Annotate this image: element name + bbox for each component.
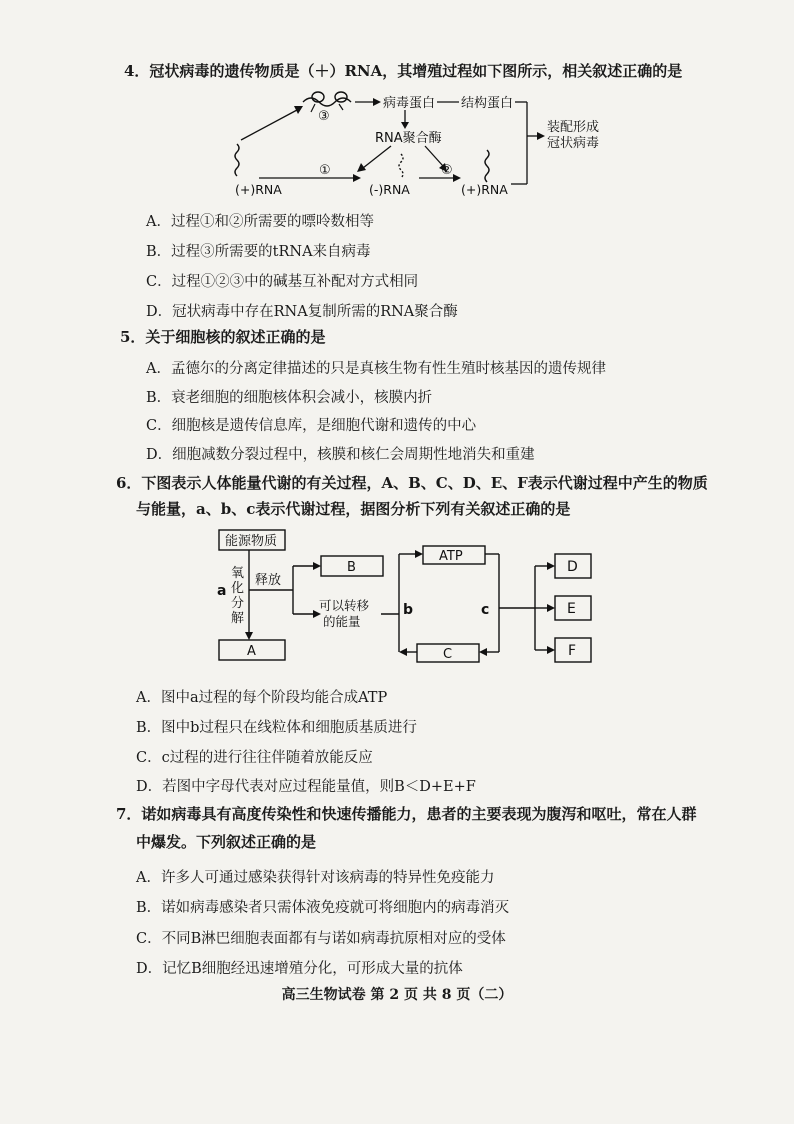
box-a-label: A	[247, 644, 256, 659]
question-4-option-a[interactable]: A．过程①和②所需要的嘌呤数相等	[146, 214, 374, 230]
question-4-stem: 4．冠状病毒的遗传物质是（＋）RNA，其增殖过程如下图所示，相关叙述正确的是	[124, 62, 683, 80]
question-4-option-d[interactable]: D．冠状病毒中存在RNA复制所需的RNA聚合酶	[146, 304, 458, 320]
step-3-label: ③	[318, 109, 330, 124]
box-f-label: F	[568, 643, 577, 659]
question-7-stem-line2: 中爆发。下列叙述正确的是	[136, 833, 317, 851]
question-6-option-d[interactable]: D．若图中字母代表对应过程能量值，则B＜D+E+F	[136, 779, 476, 795]
question-5-option-d[interactable]: D．细胞减数分裂过程中，核膜和核仁会周期性地消失和重建	[146, 447, 535, 463]
question-5-option-b[interactable]: B．衰老细胞的细胞核体积会减小，核膜内折	[146, 390, 433, 406]
minus-rna-squiggle	[399, 154, 403, 178]
viral-protein-label: 病毒蛋白	[383, 96, 436, 111]
oxidize-char-2: 化	[231, 581, 245, 596]
structural-protein-label: 结构蛋白	[461, 96, 514, 111]
energy-metabolism-diagram	[205, 524, 605, 674]
box-b-label: B	[347, 560, 356, 575]
assembly-label-line2: 冠状病毒	[547, 136, 600, 151]
box-c-label: C	[443, 647, 453, 662]
box-d-label: D	[567, 559, 578, 575]
question-7-option-c[interactable]: C．不同B淋巴细胞表面都有与诺如病毒抗原相对应的受体	[136, 931, 506, 947]
plus-rna-label-left: (+)RNA	[235, 182, 282, 197]
question-6-stem-line2: 与能量，a、b、c表示代谢过程，据图分析下列有关叙述正确的是	[136, 500, 571, 518]
plus-rna-squiggle-right	[485, 150, 489, 182]
energy-source-label: 能源物质	[225, 534, 278, 549]
question-6-stem-line1: 6．下图表示人体能量代谢的有关过程，A、B、C、D、E、F表示代谢过程中产生的物质	[116, 474, 708, 492]
process-b-label: b	[403, 602, 414, 618]
oxidize-char-1: 氧	[231, 566, 245, 581]
oxidize-char-4: 解	[231, 611, 245, 626]
question-6-option-c[interactable]: C．c过程的进行往往伴随着放能反应	[136, 750, 373, 766]
question-6-option-b[interactable]: B．图中b过程只在线粒体和细胞质基质进行	[136, 720, 417, 736]
question-4-option-b[interactable]: B．过程③所需要的tRNA来自病毒	[146, 244, 371, 260]
minus-rna-label: (-)RNA	[369, 182, 410, 197]
question-7-option-a[interactable]: A．许多人可通过感染获得针对该病毒的特异性免疫能力	[136, 870, 495, 886]
rna-polymerase-label: RNA聚合酶	[375, 131, 442, 146]
transferable-energy-line1: 可以转移	[319, 598, 370, 613]
box-e-label: E	[567, 601, 576, 617]
virus-replication-diagram	[215, 84, 645, 204]
atp-label: ATP	[439, 549, 463, 564]
transferable-energy-line2: 的能量	[323, 614, 361, 629]
question-5-option-c[interactable]: C．细胞核是遗传信息库，是细胞代谢和遗传的中心	[146, 418, 477, 434]
assembly-label-line1: 装配形成	[547, 120, 600, 135]
oxidize-char-3: 分	[231, 596, 245, 611]
step-2-label: ②	[441, 163, 453, 178]
question-5-stem: 5．关于细胞核的叙述正确的是	[120, 328, 326, 346]
question-5-option-a[interactable]: A．孟德尔的分离定律描述的只是真核生物有性生殖时核基因的遗传规律	[146, 361, 606, 377]
release-label: 释放	[255, 573, 282, 588]
step-1-label: ①	[319, 163, 331, 178]
process-a-label: a	[217, 583, 227, 599]
question-7-option-d[interactable]: D．记忆B细胞经迅速增殖分化，可形成大量的抗体	[136, 961, 463, 977]
question-4-option-c[interactable]: C．过程①②③中的碱基互补配对方式相同	[146, 274, 419, 290]
question-7-option-b[interactable]: B．诺如病毒感染者只需体液免疫就可将细胞内的病毒消灭	[136, 900, 510, 916]
question-6-option-a[interactable]: A．图中a过程的每个阶段均能合成ATP	[136, 690, 388, 706]
plus-rna-squiggle-left	[235, 144, 239, 176]
question-7-stem-line1: 7．诺如病毒具有高度传染性和快速传播能力，患者的主要表现为腹泻和呕吐，常在人群	[116, 805, 697, 823]
plus-rna-label-right: (+)RNA	[461, 182, 508, 197]
process-c-label: c	[481, 602, 490, 618]
page-footer: 高三生物试卷 第 2 页 共 8 页（二）	[281, 987, 513, 1003]
